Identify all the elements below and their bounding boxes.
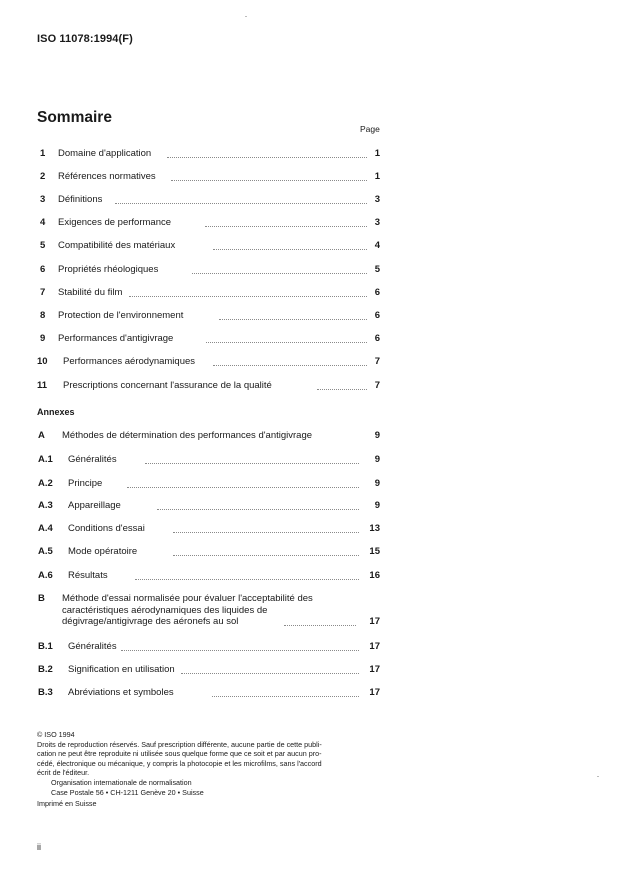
toc-page-number: 5 xyxy=(374,264,380,275)
toc-number: A xyxy=(38,430,45,441)
dot-leader xyxy=(192,273,367,274)
toc-number: 8 xyxy=(40,310,46,321)
toc-number: B.1 xyxy=(38,641,53,652)
toc-entry[interactable] xyxy=(37,380,380,394)
toc-label: Définitions xyxy=(58,194,103,205)
toc-page-number: 6 xyxy=(374,310,380,321)
toc-number: 9 xyxy=(40,333,46,344)
toc-number: 6 xyxy=(40,264,46,275)
dot-leader xyxy=(145,463,359,464)
toc-label: Exigences de performance xyxy=(58,217,172,228)
toc-entry[interactable] xyxy=(37,148,380,162)
toc-entry[interactable] xyxy=(37,310,380,324)
toc-entry[interactable] xyxy=(37,333,380,347)
toc-label: Mode opératoire xyxy=(68,546,138,557)
toc-page-number: 17 xyxy=(369,616,380,627)
toc-entry[interactable] xyxy=(37,240,380,254)
toc-page-number: 9 xyxy=(374,454,380,465)
dot-leader xyxy=(127,487,359,488)
toc-page-number: 9 xyxy=(374,430,380,441)
toc-number: 11 xyxy=(37,380,48,391)
toc-page-number: 17 xyxy=(369,641,380,652)
dot-leader xyxy=(219,319,367,320)
scan-speck xyxy=(597,776,599,777)
toc-page-number: 7 xyxy=(374,380,380,391)
toc-number: 4 xyxy=(40,217,46,228)
toc-number: A.3 xyxy=(38,500,53,511)
dot-leader xyxy=(115,203,367,204)
toc-entry[interactable] xyxy=(37,264,380,278)
toc-page-number: 6 xyxy=(374,287,380,298)
toc-entry[interactable] xyxy=(37,171,380,185)
toc-page-number: 3 xyxy=(374,217,380,228)
dot-leader xyxy=(173,532,359,533)
dot-leader xyxy=(206,342,367,343)
toc-entry[interactable] xyxy=(37,287,380,301)
dot-leader xyxy=(167,157,367,158)
dot-leader xyxy=(284,625,356,626)
page-number: ii xyxy=(37,842,41,852)
toc-entry[interactable] xyxy=(37,194,380,208)
dot-leader xyxy=(129,296,367,297)
toc-label: Performances d'antigivrage xyxy=(58,333,174,344)
copyright-line: © ISO 1994 xyxy=(37,730,75,739)
toc-page-number: 13 xyxy=(369,523,380,534)
toc-page-number: 4 xyxy=(374,240,380,251)
standard-id: ISO 11078:1994(F) xyxy=(37,33,133,45)
toc-label: Abréviations et symboles xyxy=(68,687,174,698)
toc-label: Conditions d'essai xyxy=(68,523,145,534)
address-line: Case Postale 56 • CH-1211 Genève 20 • Suisse xyxy=(51,787,204,797)
dot-leader xyxy=(121,650,359,651)
dot-leader xyxy=(317,389,367,390)
page-title: Sommaire xyxy=(37,109,112,126)
rights-line: écrit de l'éditeur. xyxy=(37,768,90,778)
toc-number: A.1 xyxy=(38,454,53,465)
toc-page-number: 3 xyxy=(374,194,380,205)
annex-b-title-line: caractéristiques aérodynamiques des liquides de xyxy=(62,604,268,616)
toc-label: Méthodes de détermination des performances d'antigivrage xyxy=(62,430,313,441)
toc-entry[interactable] xyxy=(37,217,380,231)
toc-page-number: 17 xyxy=(369,687,380,698)
toc-page-number: 16 xyxy=(369,570,380,581)
rights-line: cation ne peut être reproduite ni utilisée sous quelque forme que ce soit et par aucun pro- xyxy=(37,749,322,759)
dot-leader xyxy=(181,673,359,674)
toc-label: Signification en utilisation xyxy=(68,664,175,675)
annexes-heading: Annexes xyxy=(37,407,75,417)
toc-label: Performances aérodynamiques xyxy=(63,356,196,367)
toc-number: 10 xyxy=(37,356,48,367)
toc-number: B xyxy=(38,593,45,604)
toc-label: Protection de l'environnement xyxy=(58,310,184,321)
copyright-notice xyxy=(37,730,387,809)
toc-number: A.6 xyxy=(38,570,53,581)
toc-page-number: 9 xyxy=(374,500,380,511)
dot-leader xyxy=(173,555,359,556)
toc-label: Compatibilité des matériaux xyxy=(58,240,176,251)
toc-label: Propriétés rhéologiques xyxy=(58,264,159,275)
toc-label: Généralités xyxy=(68,454,117,465)
toc-label: Appareillage xyxy=(68,500,121,511)
dot-leader xyxy=(205,226,367,227)
rights-line: cédé, électronique ou mécanique, y compris la photocopie et les microfilms, sans l'accord xyxy=(37,758,322,768)
toc-entry[interactable] xyxy=(37,356,380,370)
toc-number: 7 xyxy=(40,287,46,298)
dot-leader xyxy=(157,509,359,510)
rights-line: Droits de reproduction réservés. Sauf prescription différente, aucune partie de cette publi- xyxy=(37,739,322,749)
toc-page-number: 7 xyxy=(374,356,380,367)
toc-label: Références normatives xyxy=(58,171,156,182)
organisation-line: Organisation internationale de normalisation xyxy=(51,777,192,787)
toc-page-number: 1 xyxy=(374,148,380,159)
toc-number: A.5 xyxy=(38,546,53,557)
toc-page-number: 9 xyxy=(374,478,380,489)
toc-number: A.2 xyxy=(38,478,53,489)
printed-in: Imprimé en Suisse xyxy=(37,799,97,809)
dot-leader xyxy=(213,365,367,366)
toc-label: Domaine d'application xyxy=(58,148,152,159)
page-column-label: Page xyxy=(360,124,380,134)
toc-page-number: 15 xyxy=(369,546,380,557)
toc-number: A.4 xyxy=(38,523,53,534)
toc-label: Résultats xyxy=(68,570,108,581)
toc-number: 3 xyxy=(40,194,46,205)
toc-label: Stabilité du film xyxy=(58,287,123,298)
annex-b-title-line: Méthode d'essai normalisée pour évaluer l'acceptabilité des xyxy=(62,593,313,604)
toc-number: 1 xyxy=(40,148,46,159)
scan-speck xyxy=(245,16,247,17)
dot-leader xyxy=(171,180,367,181)
annex-b-title-line: dégivrage/antigivrage des aéronefs au sol xyxy=(62,616,239,628)
dot-leader xyxy=(135,579,359,580)
toc-label: Généralités xyxy=(68,641,117,652)
toc-page-number: 1 xyxy=(374,171,380,182)
toc-page-number: 6 xyxy=(374,333,380,344)
toc-label: Principe xyxy=(68,478,103,489)
toc-page-number: 17 xyxy=(369,664,380,675)
toc-number: B.3 xyxy=(38,687,53,698)
dot-leader xyxy=(213,249,367,250)
dot-leader xyxy=(212,696,359,697)
toc-number: B.2 xyxy=(38,664,53,675)
toc-number: 2 xyxy=(40,171,46,182)
toc-label: Prescriptions concernant l'assurance de la qualité xyxy=(63,380,272,391)
toc-number: 5 xyxy=(40,240,46,251)
